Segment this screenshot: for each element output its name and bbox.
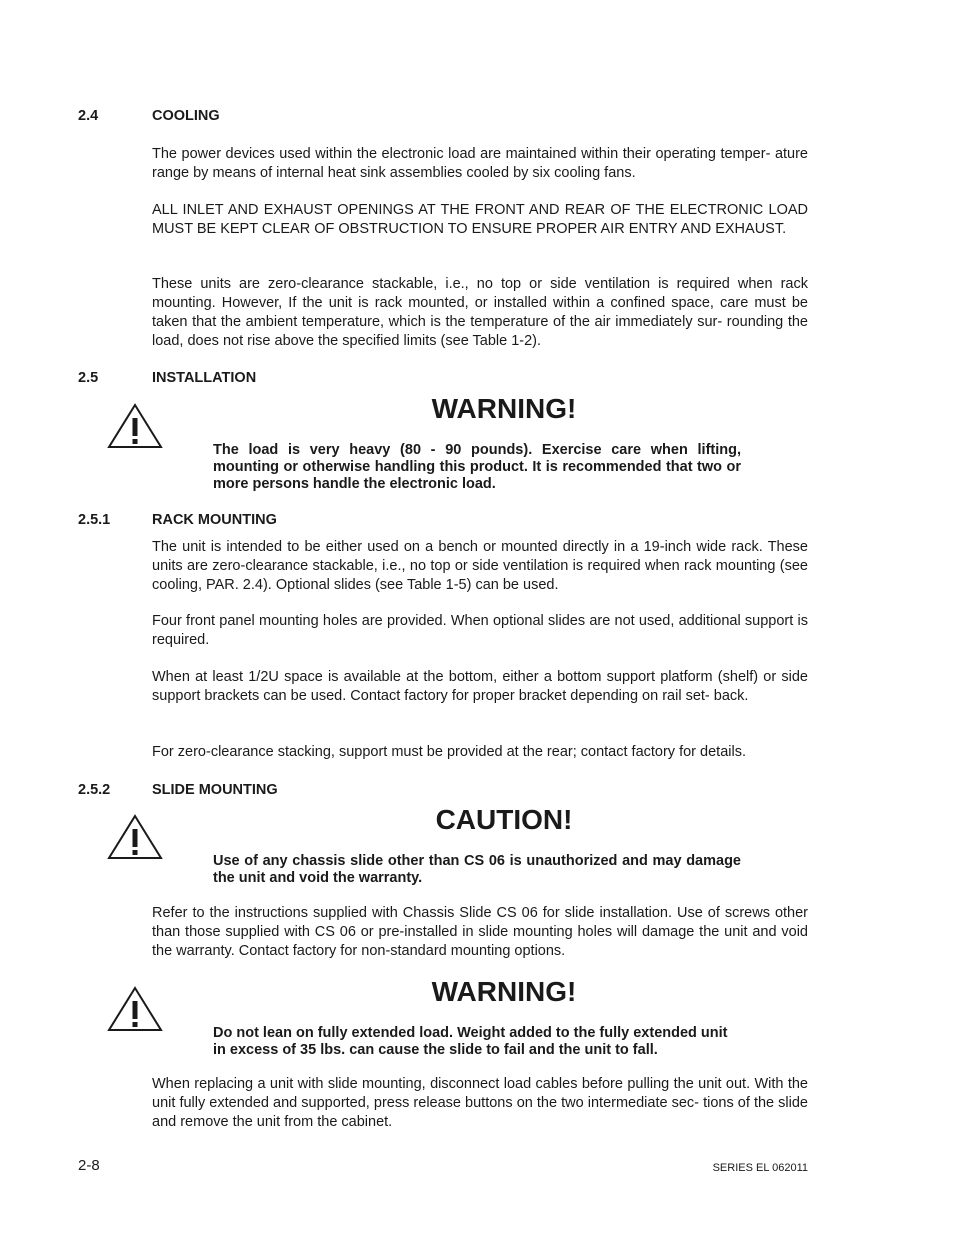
- slide-paragraph-2: When replacing a unit with slide mounting, disconnect load cables before pulling the unit out. With the unit fully extended and supported, press release buttons on the two intermediate sec- tions of the slide and remove the unit from the cabinet.: [152, 1076, 808, 1130]
- section-number: 2.5.2: [78, 782, 111, 798]
- section-number: 2.4: [78, 108, 99, 124]
- warning-title: WARNING!: [431, 393, 577, 424]
- section-title: RACK MOUNTING: [152, 512, 277, 528]
- section-heading-installation: [78, 370, 256, 386]
- warning-title: WARNING!: [431, 976, 577, 1007]
- caution-text: Use of any chassis slide other than CS 06 is unauthorized and may damage the unit and void the warranty.: [213, 853, 741, 886]
- warning-text: Do not lean on fully extended load. Weight added to the fully extended unit in excess of 35 lbs. can cause the slide to fail and the unit to fall.: [213, 1025, 728, 1058]
- rack-paragraph-4: For zero-clearance stacking, support must be provided at the rear; contact factory for details.: [152, 744, 746, 760]
- section-heading-cooling: [78, 108, 220, 124]
- section-heading-rack-mounting: [78, 512, 277, 528]
- warning-text: The load is very heavy (80 - 90 pounds). Exercise care when lifting, mounting or otherwise handling this product. It is recommended that two or more persons handle the electronic load.: [213, 442, 741, 492]
- section-title: INSTALLATION: [152, 370, 257, 386]
- document-id: SERIES EL 062011: [712, 1162, 808, 1174]
- rack-paragraph-3: When at least 1/2U space is available at the bottom, either a bottom support platform (shelf) or side support brackets can be used. Contact factory for proper bracket depending on rail set- back.: [152, 669, 808, 704]
- rack-paragraph-2: Four front panel mounting holes are provided. When optional slides are not used, additional support is required.: [152, 613, 808, 648]
- page-number: 2-8: [78, 1157, 100, 1174]
- cooling-paragraph-1: The power devices used within the electronic load are maintained within their operating temper- ature range by means of internal heat sink assemblies cooled by six cooling fans.: [152, 146, 808, 181]
- section-heading-slide-mounting: [78, 782, 278, 798]
- cooling-paragraph-3: These units are zero-clearance stackable, i.e., no top or side ventilation is required when rack mounting. However, If the unit is rack mounted, or installed within a confined space, care must be taken that the ambient temperature, which is the temperature of the air immediately sur- rounding the load, does not rise above the specified limits (see Table 1-2).: [152, 276, 808, 349]
- section-number: 2.5.1: [78, 512, 111, 528]
- rack-paragraph-1: The unit is intended to be either used on a bench or mounted directly in a 19-inch wide rack. These units are zero-clearance stackable, i.e., no top or side ventilation is required when rack mounting (see cooling, PAR. 2.4). Optional slides (see Table 1-5) can be used.: [152, 539, 808, 593]
- section-title: COOLING: [152, 108, 220, 124]
- slide-paragraph-1: Refer to the instructions supplied with Chassis Slide CS 06 for slide installation. Use of screws other than those supplied with CS 06 or pre-installed in slide mounting holes will damage the unit and void the warranty. Contact factory for non-standard mounting options.: [152, 905, 808, 959]
- section-number: 2.5: [78, 370, 99, 386]
- cooling-paragraph-2: ALL INLET AND EXHAUST OPENINGS AT THE FRONT AND REAR OF THE ELECTRONIC LOAD MUST BE KEPT CLEAR OF OBSTRUCTION TO ENSURE PROPER AIR ENTRY AND EXHAUST.: [152, 202, 808, 237]
- caution-title: CAUTION!: [435, 804, 573, 835]
- section-title: SLIDE MOUNTING: [152, 782, 278, 798]
